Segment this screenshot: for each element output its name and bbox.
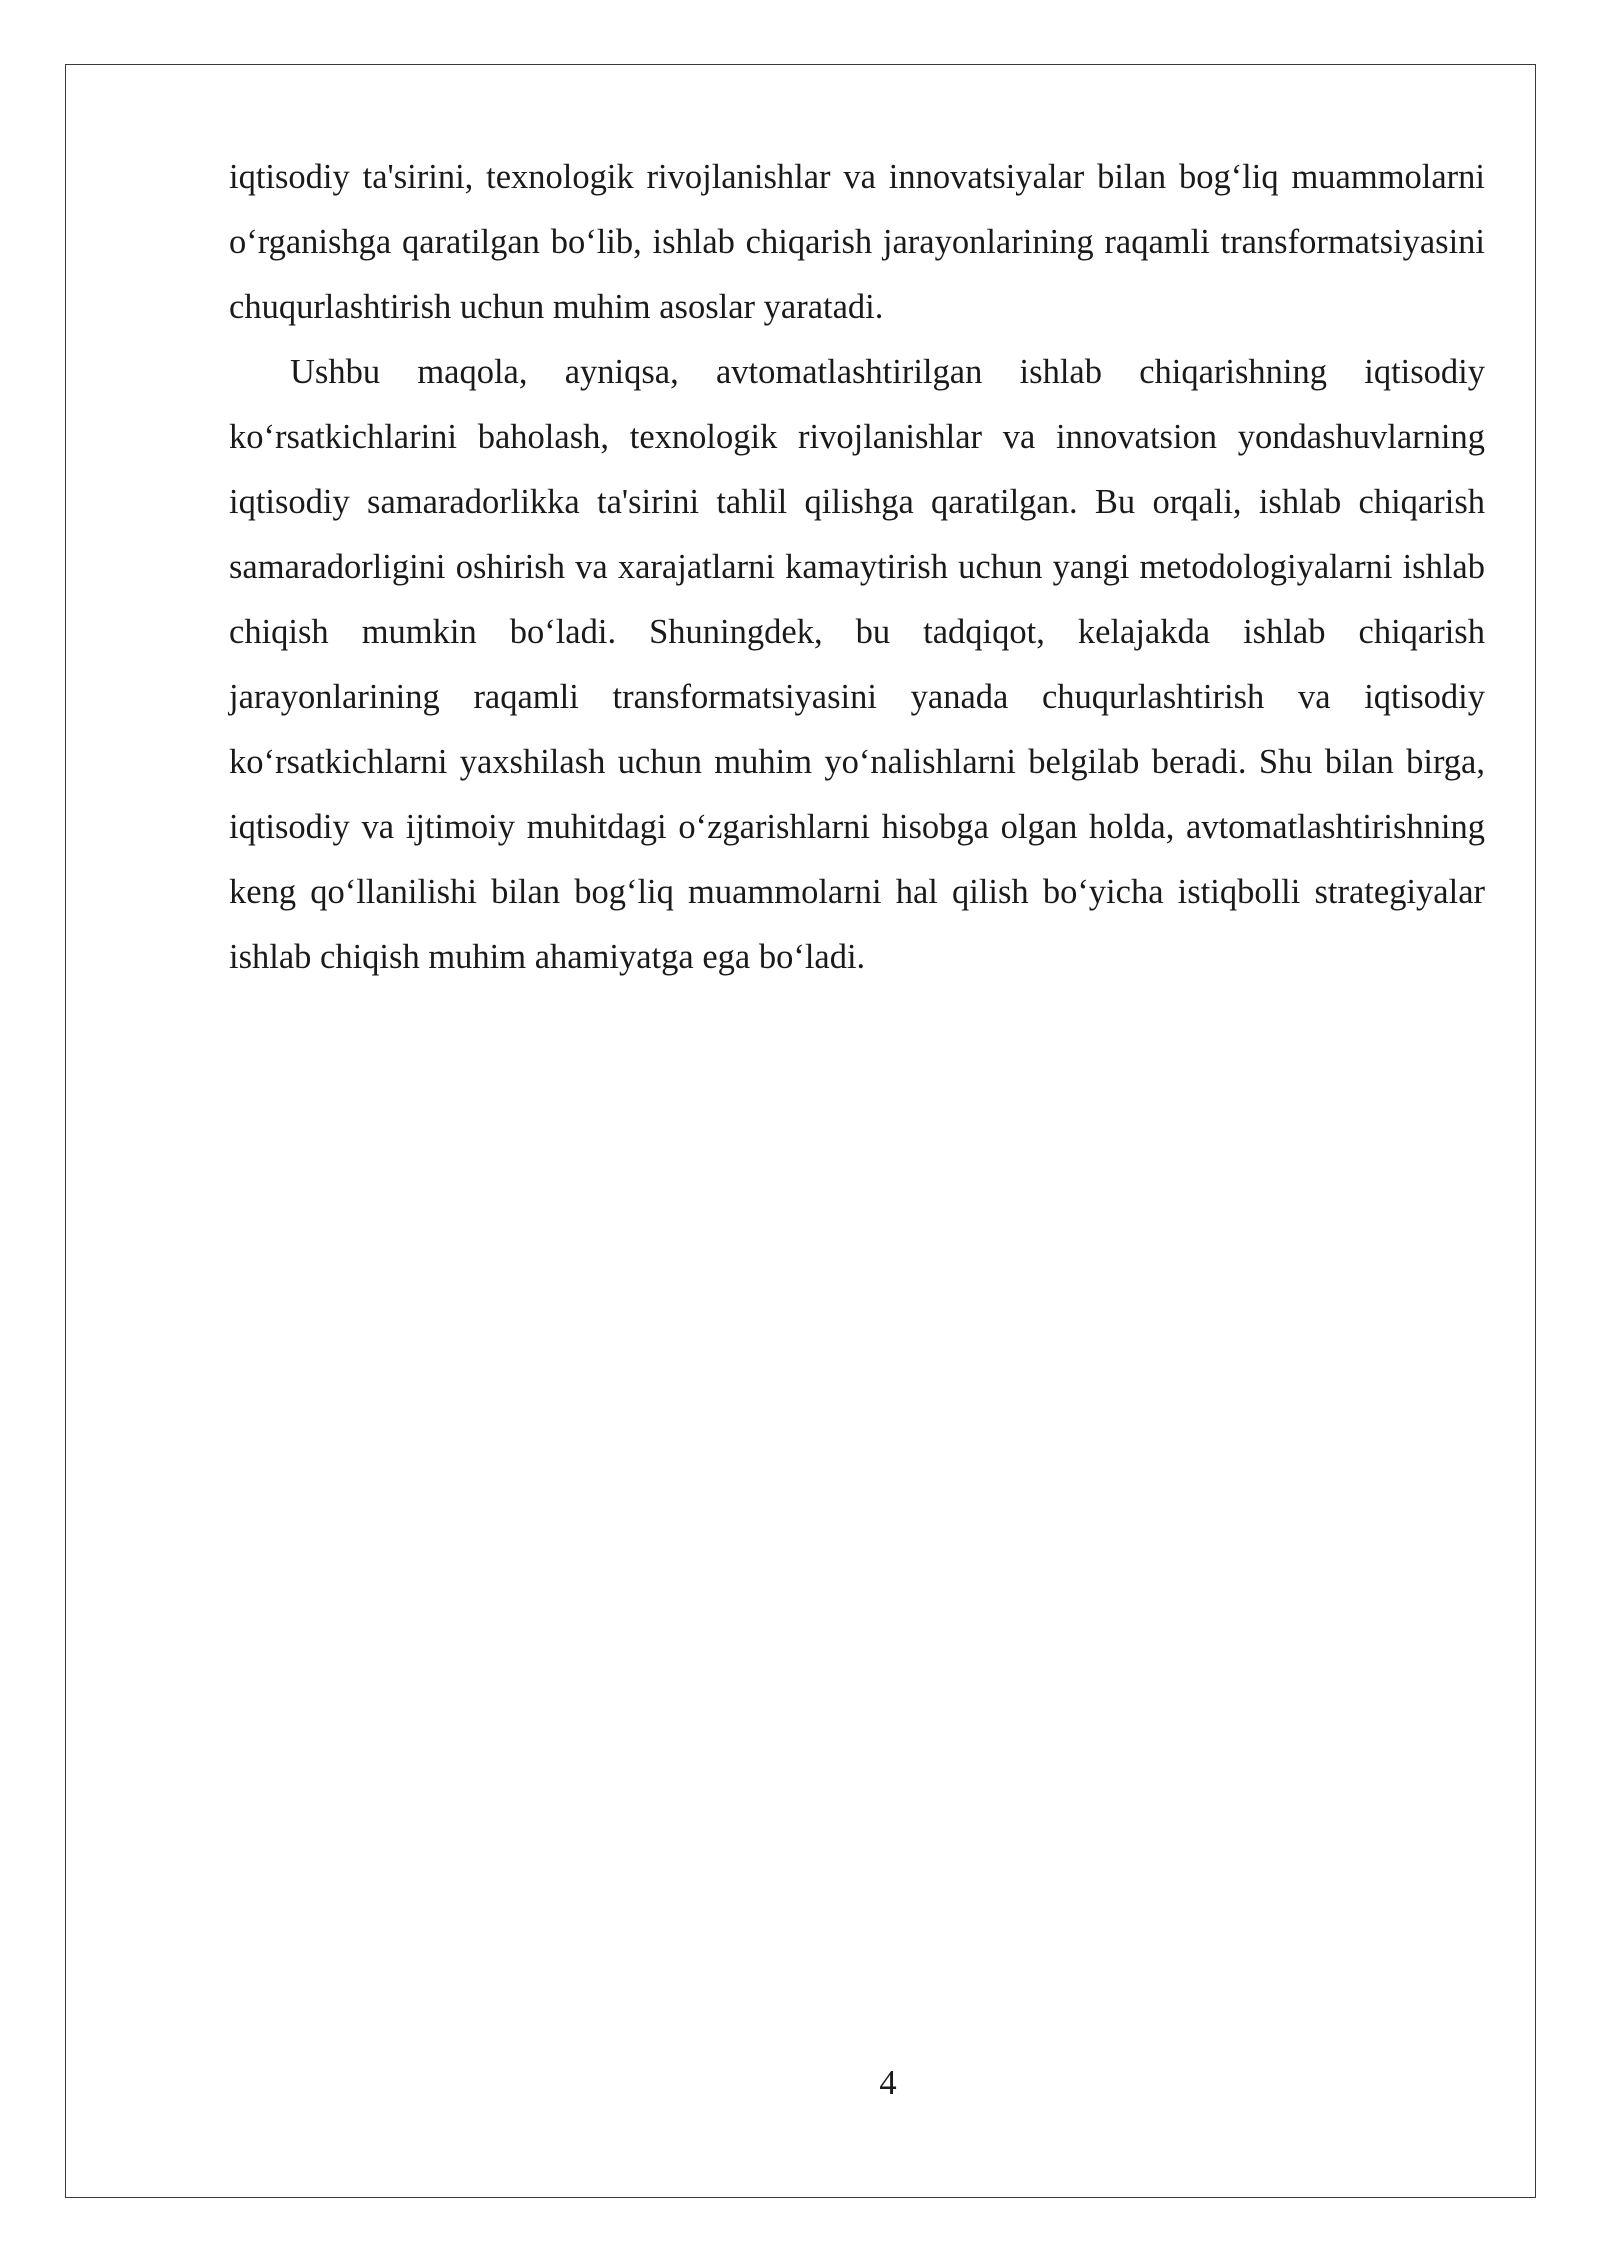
paragraph-main: Ushbu maqola, ayniqsa, avtomatlashtirilgan ishlab chiqarishning iqtisodiy ko‘rsatkichlarini baholash, texnologik rivojlanishlar va innovatsion yondashuvlarning iqtisodiy samaradorlikka ta'sirini tahlil qilishga qaratilgan. Bu orqali, ishlab chiqarish samaradorligini oshirish va xarajatlarni kamaytirish uchun yangi metodologiyalarni ishlab chiqish mumkin bo‘ladi. Shuningdek, bu tadqiqot, kelajakda ishlab chiqarish jarayonlarining raqamli transformatsiyasini yanada chuqurlashtirish va iqtisodiy ko‘rsatkichlarni yaxshilash uchun muhim yo‘nalishlarni belgilab beradi. Shu bilan birga, iqtisodiy va ijtimoiy muhitdagi o‘zgarishlarni hisobga olgan holda, avtomatlashtirishning keng qo‘llanilishi bilan bog‘liq muammolarni hal qilish bo‘yicha istiqbolli strategiyalar ishlab chiqish muhim ahamiyatga ega bo‘ladi. bbox=[229, 353, 1485, 976]
paragraph-continuation: iqtisodiy ta'sirini, texnologik rivojlanishlar va innovatsiyalar bilan bog‘liq muammolarni o‘rganishga qaratilgan bo‘lib, ishlab chiqarish jarayonlarining raqamli transformatsiyasini chuqurlashtirish uchun muhim asoslar yaratadi. bbox=[229, 158, 1485, 326]
document-body bbox=[229, 145, 1485, 990]
page-number: 4 bbox=[879, 2064, 897, 2102]
